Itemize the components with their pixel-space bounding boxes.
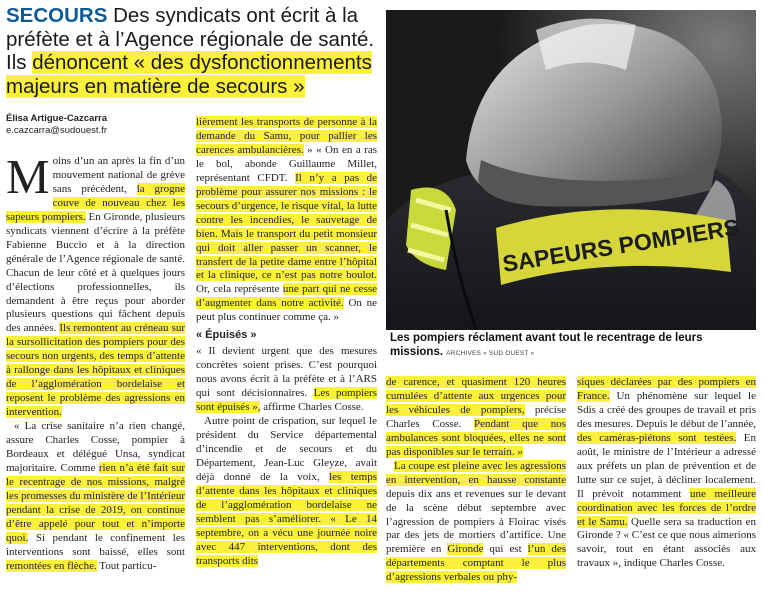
highlight: Il n’y a pas de problème pour assurer nos missions : le secours d’urgence, le risque vital, la lutte contre les incendies, le sauvetage de bien. Mais le transport du petit monsieur qui doit aller passer un scanner, le transfert de la petite dame entre l’hôpital et la clinique, ce n’est pas notre boulot. — [196, 171, 378, 282]
highlight: lièrement les transports de personne à la demande du Samu, pour pallier les carences ambulancières. — [196, 116, 377, 156]
text: précise Charles Cosse. — [386, 403, 566, 430]
text: oins d’un an après la fin d’un mouvement national de grève sans précédent, — [52, 155, 185, 195]
text: En Gironde, plusieurs syndicats viennent d’écrire à la préfète Fabienne Buccio et à la direction générale de l’Agence régionale de santé. Chacun de leur côté et à quelques jours d’élections professionnelles, ils demandent à être reçus pour aborder plusieurs questions qui fâchent depuis des années. — [6, 210, 186, 335]
highlight: l’un des départements comptant le plus d’agressions verbales ou phy- — [386, 543, 566, 584]
text: On ne peut plus continuer comme ça. » — [196, 297, 378, 324]
text: En août, le ministre de l’Intérieur a adressé aux préfets un plan de prévention et de lutte sur ce sujet, à décliner localement. Il prévoit notamment — [577, 431, 756, 500]
firefighter-photo — [386, 10, 756, 330]
text: Si pendant le confinement les interventions sont baissé, elles sont — [6, 531, 185, 558]
photo-caption — [390, 331, 758, 361]
text: Un phénomène sur lequel le Sdis a créé des groupes de travail et pris des mesures. Depuis le début de l’année, — [577, 389, 756, 430]
text: depuis dix ans et revenues sur le devant de la scène début septembre avec l’agression de pompiers à Floirac visés par des jets de mortiers d’artifice. Une première en — [386, 487, 566, 556]
subhead: « Épuisés » — [196, 329, 257, 342]
jacket-lettering: SAPEURS POMPIERS — [500, 213, 741, 277]
text: » « On en a ras le bol, abonde Guillaume Millet, représentant CFDT. — [196, 143, 377, 184]
text: qui est — [489, 543, 522, 556]
paragraph — [386, 376, 566, 460]
highlight: une part qui ne cesse d’augmenter dans notre activité. — [196, 283, 378, 310]
caption-credit: ARCHIVES « SUD OUEST » — [446, 350, 535, 357]
dropcap: M — [6, 149, 50, 204]
headline-kicker: SECOURS — [6, 4, 108, 27]
headline-text: Des syndicats ont écrit à la préfète et à l’Agence régionale de santé. Ils — [6, 4, 375, 74]
paragraph — [196, 116, 377, 325]
paragraph — [196, 345, 377, 415]
text: Or, cela représente — [196, 283, 280, 296]
highlight: des caméras-piétons sont testées. — [577, 431, 737, 444]
highlight: siques déclarées par des pompiers en France. — [577, 376, 756, 402]
firefighter-illustration — [386, 10, 756, 330]
paragraph — [6, 420, 185, 573]
highlight: la grogne couve de nouveau chez les sapeurs pompiers. — [6, 182, 185, 223]
highlight: une meilleure coordination avec les forces de l’ordre et le Samu. — [577, 487, 756, 528]
article-column-2 — [196, 116, 377, 569]
byline-email[interactable]: e.cazcarra@sudouest.fr — [6, 125, 107, 136]
highlight: remontées en flèche. — [6, 559, 97, 572]
highlight: les temps d’attente dans les hôpitaux et cliniques de l’agglomération bordelaise ne semblent pas s’améliorer. « Le 14 septembre, on a vécu une journée noire avec 447 interventions, dont des transports dits — [196, 470, 377, 567]
headline — [6, 4, 378, 98]
text: Quelle sera sa traduction en Gironde ? « C’est ce que nous aimerions savoir, tout en étant associés aux travaux », indique Charles Cosse. — [577, 515, 757, 570]
highlight: Les pompiers sont épuisés », — [196, 387, 378, 414]
highlight: Gironde — [447, 543, 484, 556]
article-column-3 — [386, 376, 566, 585]
highlight: rien n’a été fait sur le recentrage de nos missions, malgré les promesses du ministère de l’Intérieur pendant la crise de 2019, on continue d’être appelé pour tout et n’importe quoi. — [6, 461, 185, 544]
article-column-4 — [577, 376, 756, 571]
text: « Il devient urgent que des mesures concrètes soient prises. C’est pourquoi nous avons écrit à la préfète et à l’ARS qui sont décisionnaires. — [196, 345, 377, 400]
article-column-1 — [6, 149, 186, 574]
highlight: La coupe est pleine avec les agressions en intervention, en hausse constante — [386, 459, 566, 486]
text: affirme Charles Cosse. — [263, 401, 364, 414]
text: Autre point de crispation, sur lequel le président du Service départemental d’incendie et de secours et du Département, Jean-Luc Gleyze, avait déjà donné de la voix, — [196, 415, 377, 483]
headline-highlight: dénoncent « des dysfonctionnements majeurs en matière de secours » — [6, 51, 372, 98]
highlight: Ils remontent au créneau sur la sursollicitation des pompiers pour des secours non urgents, des temps d’attente à rallonge dans les hôpitaux et cliniques de l’agglomération bordelaise et reposent le problème des agressions en intervention. — [6, 322, 186, 419]
highlight: Pendant que nos ambulances sont bloquées, elles ne sont pas disponibles sur le terrain. » — [386, 417, 566, 458]
caption-text: Les pompiers réclament avant tout le recentrage de leurs missions. — [390, 332, 703, 358]
paragraph — [6, 149, 186, 420]
byline — [6, 113, 107, 137]
highlight: de carence, et quasiment 120 heures cumulées d’attente aux urgences pour les véhicules de pompiers, — [386, 376, 566, 416]
paragraph — [196, 415, 377, 568]
paragraph — [577, 376, 756, 571]
paragraph — [386, 460, 566, 586]
text: Tout particu- — [99, 559, 157, 572]
byline-author: Élisa Artigue-Cazcarra — [6, 113, 108, 124]
text: « La crise sanitaire n’a rien changé, assure Charles Cosse, pompier à Bordeaux et délégué Unsa, syndicat majoritaire. Comme — [6, 420, 185, 474]
